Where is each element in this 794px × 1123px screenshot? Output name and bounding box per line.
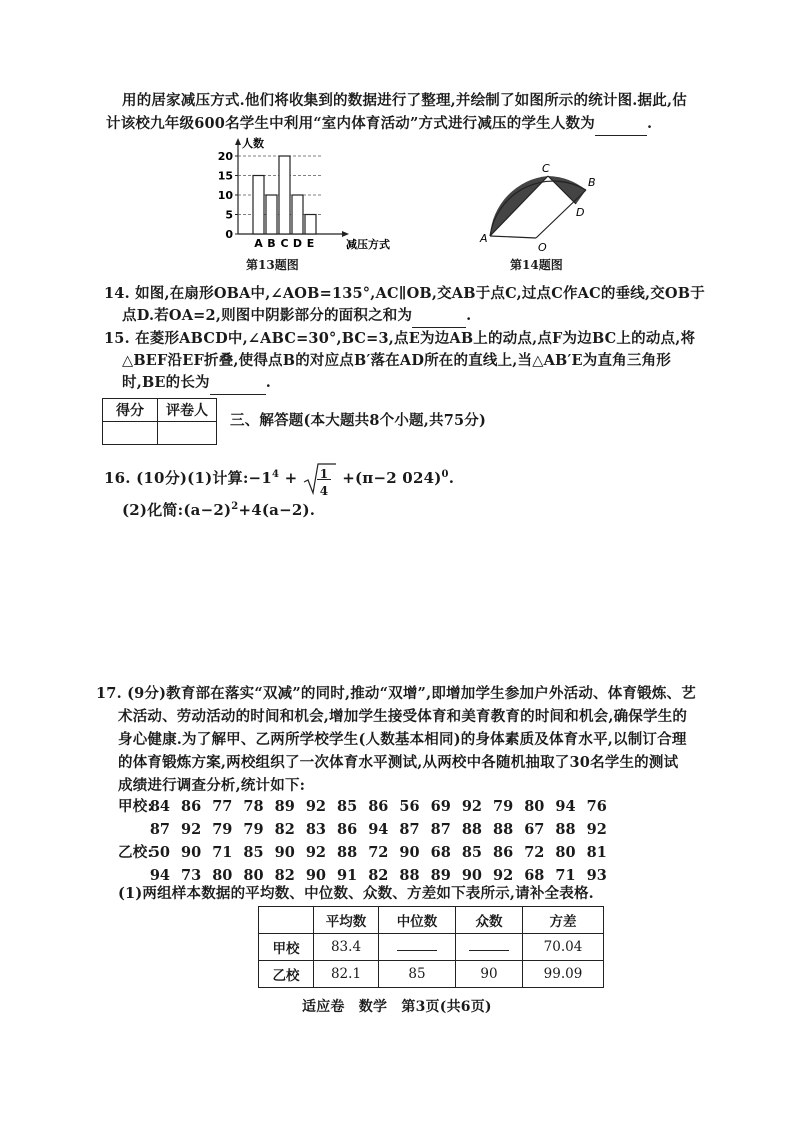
stats-header-variance: 方差 [523,907,604,934]
score-value: 82 [368,867,389,884]
score-value: 72 [524,844,545,861]
chart-13-group [218,136,390,251]
x-axis-label: 减压方式 [346,238,390,251]
answer-blank-15 [210,372,266,395]
score-header-defen: 得分 [103,399,158,422]
intro-line-2: 计该校九年级600名学生中利用“室内体育活动”方式进行减压的学生人数为 . [106,113,652,136]
score-header-pingjuanren: 评卷人 [158,399,217,422]
score-value: 67 [524,821,545,838]
q15-line-3: 时,BE的长为 . [122,372,271,395]
score-value: 82 [274,821,295,838]
score-value: 85 [337,798,358,815]
score-value: 86 [181,798,202,815]
score-value: 86 [337,821,358,838]
y-axis-label: 人数 [242,137,264,150]
score-value: 79 [243,821,264,838]
stats-header-mode: 众数 [456,907,523,934]
fig14-caption: 第14题图 [510,258,563,272]
q15-line-3-text: 时,BE的长为 [122,374,210,391]
stats-mean: 82.1 [314,961,379,988]
frac-den: 4 [319,484,329,498]
score-value: 82 [274,867,295,884]
stats-header-row [259,907,604,934]
page-footer: 适应卷 数学 第3页(共6页) [302,999,492,1015]
score-value: 80 [555,844,576,861]
score-value: 90 [305,867,326,884]
score-value: 91 [337,867,358,884]
x-tick-label: B [267,237,276,250]
sector-figure-q14 [476,160,606,260]
x-tick-label: E [306,237,315,250]
section-3-title: 三、解答题(本大题共8个小题,共75分) [230,412,487,429]
score-value: 80 [243,867,264,884]
score-value: 90 [461,867,482,884]
stats-row-name: 乙校 [259,961,314,988]
score-value: 69 [430,798,451,815]
label-yi: 乙校: [118,844,153,861]
label-b: B [588,176,596,189]
q15-line-2: △BEF沿EF折叠,使得点B的对应点B′落在AD所在的直线上,当△AB′E为直角三角形 [122,352,671,369]
score-value: 83 [305,821,326,838]
score-value: 50 [149,844,170,861]
stats-mean: 83.4 [314,934,379,961]
q16-plus1: + [284,469,298,487]
score-value: 90 [274,844,295,861]
y-tick-label: 15 [217,169,233,183]
score-value: 68 [430,844,451,861]
score-value: 84 [149,798,170,815]
stats-table [258,906,604,988]
score-value: 89 [274,798,295,815]
score-table [102,398,217,445]
intro-line-2-text: 计该校九年级600名学生中利用“室内体育活动”方式进行减压的学生人数为 [106,115,595,132]
score-value: 81 [586,844,607,861]
score-value: 85 [243,844,264,861]
stats-mode: 90 [456,961,523,988]
segment-ac [490,176,548,236]
answer-blank-14 [412,305,466,328]
stats-header-empty [259,907,314,934]
score-value: 79 [493,798,514,815]
stats-header-mean: 平均数 [314,907,379,934]
label-d: D [576,206,585,219]
score-value: 88 [493,821,514,838]
score-value: 72 [368,844,389,861]
q16-part2-text: (2)化简:(a−2) [122,501,232,519]
q16-prefix: 16. (10分)(1)计算:−1 [104,469,272,487]
y-axis-arrow-icon [235,138,241,145]
score-value: 88 [555,821,576,838]
q17-line-3: 身心健康.为了解甲、乙两所学校学生(人数基本相同)的身体素质及体育水平,以制订合理 [118,731,687,748]
score-value: 86 [493,844,514,861]
bar-a [253,176,264,235]
stats-variance: 99.09 [523,961,604,988]
q15-line-1: 15. 在菱形ABCD中,∠ABC=30°,BC=3,点E为边AB上的动点,点F为边BC上的动点,将 [104,330,696,347]
q14-line-2-text: 点D.若OA=2,则图中阴影部分的面积之和为 [122,307,413,324]
q16-end: . [448,469,455,487]
x-tick-label: A [254,237,263,250]
stats-row-yi [259,961,604,988]
score-value: 92 [493,867,514,884]
score-value: 92 [461,798,482,815]
stats-row-name: 甲校 [259,934,314,961]
stats-mode-blank[interactable] [456,934,523,961]
y-tick-label: 20 [217,150,233,163]
stats-median: 85 [379,961,456,988]
q16-part1 [104,462,454,496]
sqrt-fraction [303,462,337,496]
score-value: 87 [399,821,420,838]
x-tick-label: D [292,237,303,250]
score-value: 94 [368,821,389,838]
y-tick-label: 10 [217,189,233,202]
score-value: 92 [586,821,607,838]
score-value: 80 [524,798,545,815]
jia-scores-row-2 [140,821,610,841]
bar-c [279,156,290,234]
score-value: 92 [305,844,326,861]
score-value: 93 [586,867,607,884]
q16-part2 [122,496,315,521]
mode-blank-line [469,950,509,951]
label-o: O [538,241,547,254]
stats-header-median: 中位数 [379,907,456,934]
q14-line-1: 14. 如图,在扇形OBA中,∠AOB=135°,AC∥OB,交AB于点C,过点C作AC的垂线,交OB于 [104,285,705,302]
median-blank-line [397,950,437,951]
score-value: 87 [149,821,170,838]
stats-median-blank[interactable] [379,934,456,961]
stats-variance: 70.04 [523,934,604,961]
q16-part2-end: +4(a−2). [238,501,316,519]
score-value: 88 [461,821,482,838]
q17-line-1: 17. (9分)教育部在落实“双减”的同时,推动“双增”,即增加学生参加户外活动、体育锻炼、艺 [96,685,696,702]
score-value: 56 [399,798,420,815]
q17-line-4: 的体育锻炼方案,两校组织了一次体育水平测试,从两校中各随机抽取了30名学生的测试 [118,754,679,771]
q16-exp0: 0 [441,469,449,480]
score-value: 94 [555,798,576,815]
score-value: 89 [430,867,451,884]
score-value: 78 [243,798,264,815]
grader-cell[interactable] [158,422,217,445]
score-value: 86 [368,798,389,815]
x-axis-arrow-icon [342,231,349,237]
q16-plus2: +(π−2 024) [342,469,442,487]
q16-exp2: 2 [231,501,239,512]
bar-e [305,215,316,235]
score-value: 79 [212,821,233,838]
score-value: 68 [524,867,545,884]
q16-exp4: 4 [271,469,280,480]
answer-blank-13 [595,113,647,136]
intro-line-1: 用的居家减压方式.他们将收集到的数据进行了整理,并绘制了如图所示的统计图.据此,估 [122,92,687,109]
q17-sub1: (1)两组样本数据的平均数、中位数、众数、方差如下表所示,请补全表格. [118,885,594,902]
y-tick-label: 0 [225,228,233,241]
jia-scores-row-1 [140,798,610,818]
label-a: A [480,232,488,245]
score-value: 92 [305,798,326,815]
q17-line-5: 成绩进行调查分析,统计如下: [118,777,306,794]
bar-d [292,195,303,234]
bar-b [266,195,277,234]
segment-oa [490,236,536,238]
q14-line-2: 点D.若OA=2,则图中阴影部分的面积之和为 . [122,305,471,328]
score-value: 85 [461,844,482,861]
yi-scores-row-1 [140,844,610,864]
bar-chart-q13 [210,136,420,254]
score-value: 94 [149,867,170,884]
score-value: 71 [212,844,233,861]
label-c: C [542,162,550,175]
frac-num: 1 [319,467,329,481]
x-tick-label: C [280,237,289,250]
score-value: 88 [337,844,358,861]
score-value: 80 [212,867,233,884]
score-value: 88 [399,867,420,884]
score-value: 92 [181,821,202,838]
score-value: 77 [212,798,233,815]
q17-line-2: 术活动、劳动活动的时间和机会,增加学生接受体育和美育教育的时间和机会,确保学生的 [118,708,688,725]
score-value: 71 [555,867,576,884]
fig13-caption: 第13题图 [246,258,299,272]
score-value: 87 [430,821,451,838]
score-value: 73 [181,867,202,884]
score-value: 90 [181,844,202,861]
label-jia: 甲校: [118,798,153,815]
shaded-region-cbd [548,176,586,204]
y-tick-label: 5 [225,208,233,222]
stats-row-jia [259,934,604,961]
score-cell[interactable] [103,422,158,445]
score-value: 90 [399,844,420,861]
score-value: 76 [586,798,607,815]
